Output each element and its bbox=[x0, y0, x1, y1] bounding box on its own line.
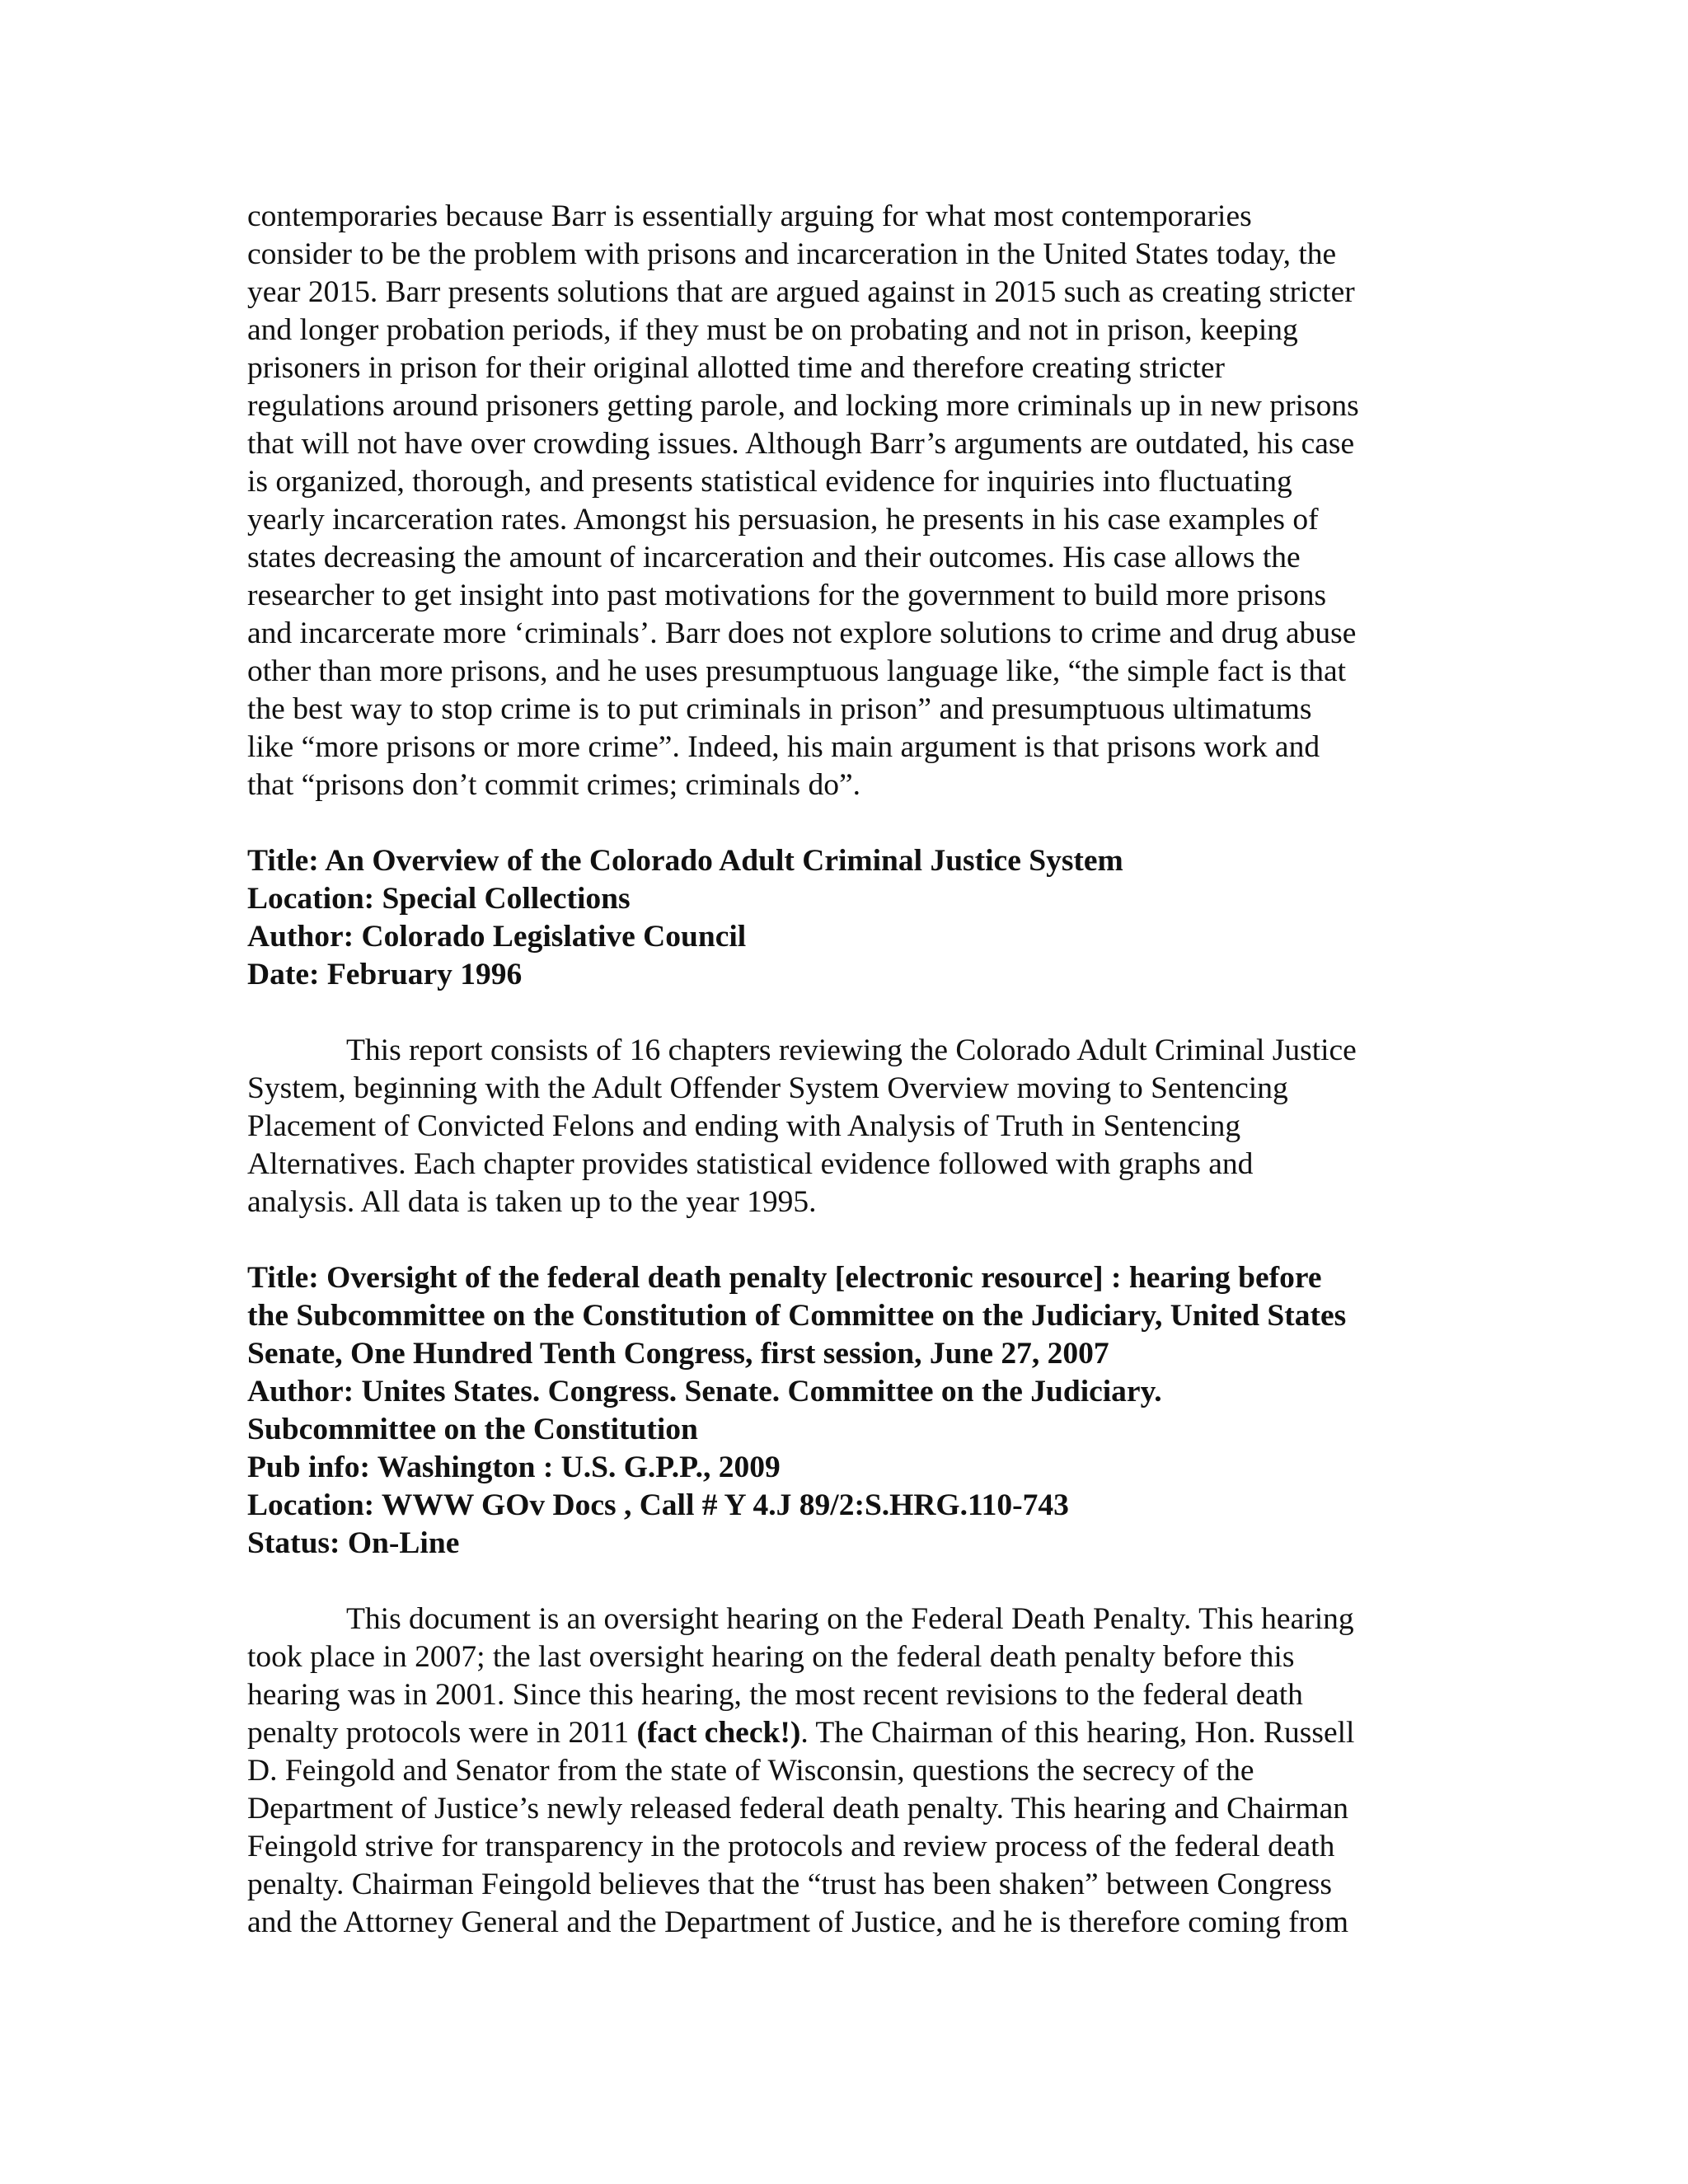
entry-location: Location: WWW GOv Docs , Call # Y 4.J 89/2:S.HRG.110-743 bbox=[247, 1488, 1069, 1522]
body-text-line: contemporaries because Barr is essentially arguing for what most contemporaries bbox=[247, 199, 1252, 233]
bibliography-entry-death-penalty-header bbox=[247, 1259, 1451, 1563]
body-text-line: regulations around prisoners getting parole, and locking more criminals up in new prisons bbox=[247, 389, 1359, 423]
paragraph-barr-critique bbox=[247, 198, 1451, 804]
body-text-line: states decreasing the amount of incarceration and their outcomes. His case allows the bbox=[247, 541, 1301, 574]
body-text-line: This report consists of 16 chapters reviewing the Colorado Adult Criminal Justice bbox=[346, 1033, 1357, 1067]
body-text-line: hearing was in 2001. Since this hearing, the most recent revisions to the federal death bbox=[247, 1678, 1303, 1712]
body-text-line: is organized, thorough, and presents statistical evidence for inquiries into fluctuating bbox=[247, 465, 1292, 499]
body-text-line: that “prisons don’t commit crimes; criminals do”. bbox=[247, 768, 860, 802]
body-text-line: the best way to stop crime is to put criminals in prison” and presumptuous ultimatums bbox=[247, 692, 1312, 726]
body-text-line: Alternatives. Each chapter provides statistical evidence followed with graphs and bbox=[247, 1147, 1254, 1181]
body-text-line: Feingold strive for transparency in the protocols and review process of the federal death bbox=[247, 1830, 1335, 1863]
bibliography-entry-colorado-header bbox=[247, 842, 1451, 994]
body-text-line: analysis. All data is taken up to the year 1995. bbox=[247, 1185, 817, 1219]
document-page bbox=[247, 198, 1451, 1942]
body-text-segment: . The Chairman of this hearing, Hon. Russell bbox=[800, 1716, 1355, 1750]
paragraph-spacer bbox=[247, 1221, 1451, 1259]
body-text-line: prisoners in prison for their original allotted time and therefore creating stricter bbox=[247, 351, 1226, 385]
body-text-line: and the Attorney General and the Department of Justice, and he is therefore coming from bbox=[247, 1905, 1348, 1939]
body-text-line: yearly incarceration rates. Amongst his persuasion, he presents in his case examples of bbox=[247, 503, 1319, 537]
entry-location: Location: Special Collections bbox=[247, 882, 631, 916]
body-text-line: that will not have over crowding issues. Although Barr’s arguments are outdated, his case bbox=[247, 427, 1355, 461]
entry-title-continued: the Subcommittee on the Constitution of Committee on the Judiciary, United States bbox=[247, 1299, 1347, 1333]
paragraph-spacer bbox=[247, 804, 1451, 842]
body-text-line: consider to be the problem with prisons and incarceration in the United States today, the bbox=[247, 237, 1337, 271]
paragraph-spacer bbox=[247, 994, 1451, 1032]
body-text-line: year 2015. Barr presents solutions that are argued against in 2015 such as creating stricter bbox=[247, 275, 1355, 309]
body-text-line: and incarcerate more ‘criminals’. Barr does not explore solutions to crime and drug abuse bbox=[247, 616, 1357, 650]
entry-author: Author: Unites States. Congress. Senate. Committee on the Judiciary. bbox=[247, 1375, 1162, 1408]
body-text-line: D. Feingold and Senator from the state of Wisconsin, questions the secrecy of the bbox=[247, 1754, 1254, 1788]
body-text-line: and longer probation periods, if they must be on probating and not in prison, keeping bbox=[247, 313, 1298, 347]
entry-title-continued: Senate, One Hundred Tenth Congress, first session, June 27, 2007 bbox=[247, 1337, 1109, 1371]
body-text-segment: penalty protocols were in 2011 bbox=[247, 1716, 637, 1750]
paragraph-colorado-summary bbox=[247, 1032, 1451, 1221]
body-text-line: like “more prisons or more crime”. Indeed, his main argument is that prisons work and bbox=[247, 730, 1320, 764]
entry-status: Status: On-Line bbox=[247, 1526, 460, 1560]
fact-check-note: (fact check!) bbox=[636, 1716, 801, 1750]
entry-title: Title: An Overview of the Colorado Adult Criminal Justice System bbox=[247, 844, 1123, 878]
body-text-line: other than more prisons, and he uses presumptuous language like, “the simple fact is that bbox=[247, 654, 1347, 688]
entry-title: Title: Oversight of the federal death penalty [electronic resource] : hearing before bbox=[247, 1261, 1322, 1295]
entry-pub-info: Pub info: Washington : U.S. G.P.P., 2009 bbox=[247, 1451, 781, 1484]
body-text-line: took place in 2007; the last oversight hearing on the federal death penalty before this bbox=[247, 1640, 1295, 1674]
body-text-line: System, beginning with the Adult Offender System Overview moving to Sentencing bbox=[247, 1071, 1288, 1105]
paragraph-death-penalty-summary bbox=[247, 1601, 1451, 1942]
body-text-line: penalty. Chairman Feingold believes that the “trust has been shaken” between Congress bbox=[247, 1868, 1332, 1901]
body-text-line: researcher to get insight into past motivations for the government to build more prisons bbox=[247, 579, 1327, 612]
body-text-line: This document is an oversight hearing on the Federal Death Penalty. This hearing bbox=[346, 1602, 1354, 1636]
body-text-line: Department of Justice’s newly released federal death penalty. This hearing and Chairman bbox=[247, 1792, 1348, 1825]
entry-date: Date: February 1996 bbox=[247, 958, 523, 991]
entry-author: Author: Colorado Legislative Council bbox=[247, 920, 747, 954]
entry-author-continued: Subcommittee on the Constitution bbox=[247, 1413, 698, 1446]
paragraph-spacer bbox=[247, 1563, 1451, 1601]
body-text-line: Placement of Convicted Felons and ending with Analysis of Truth in Sentencing bbox=[247, 1109, 1241, 1143]
body-text-line-with-note bbox=[247, 1714, 1451, 1752]
